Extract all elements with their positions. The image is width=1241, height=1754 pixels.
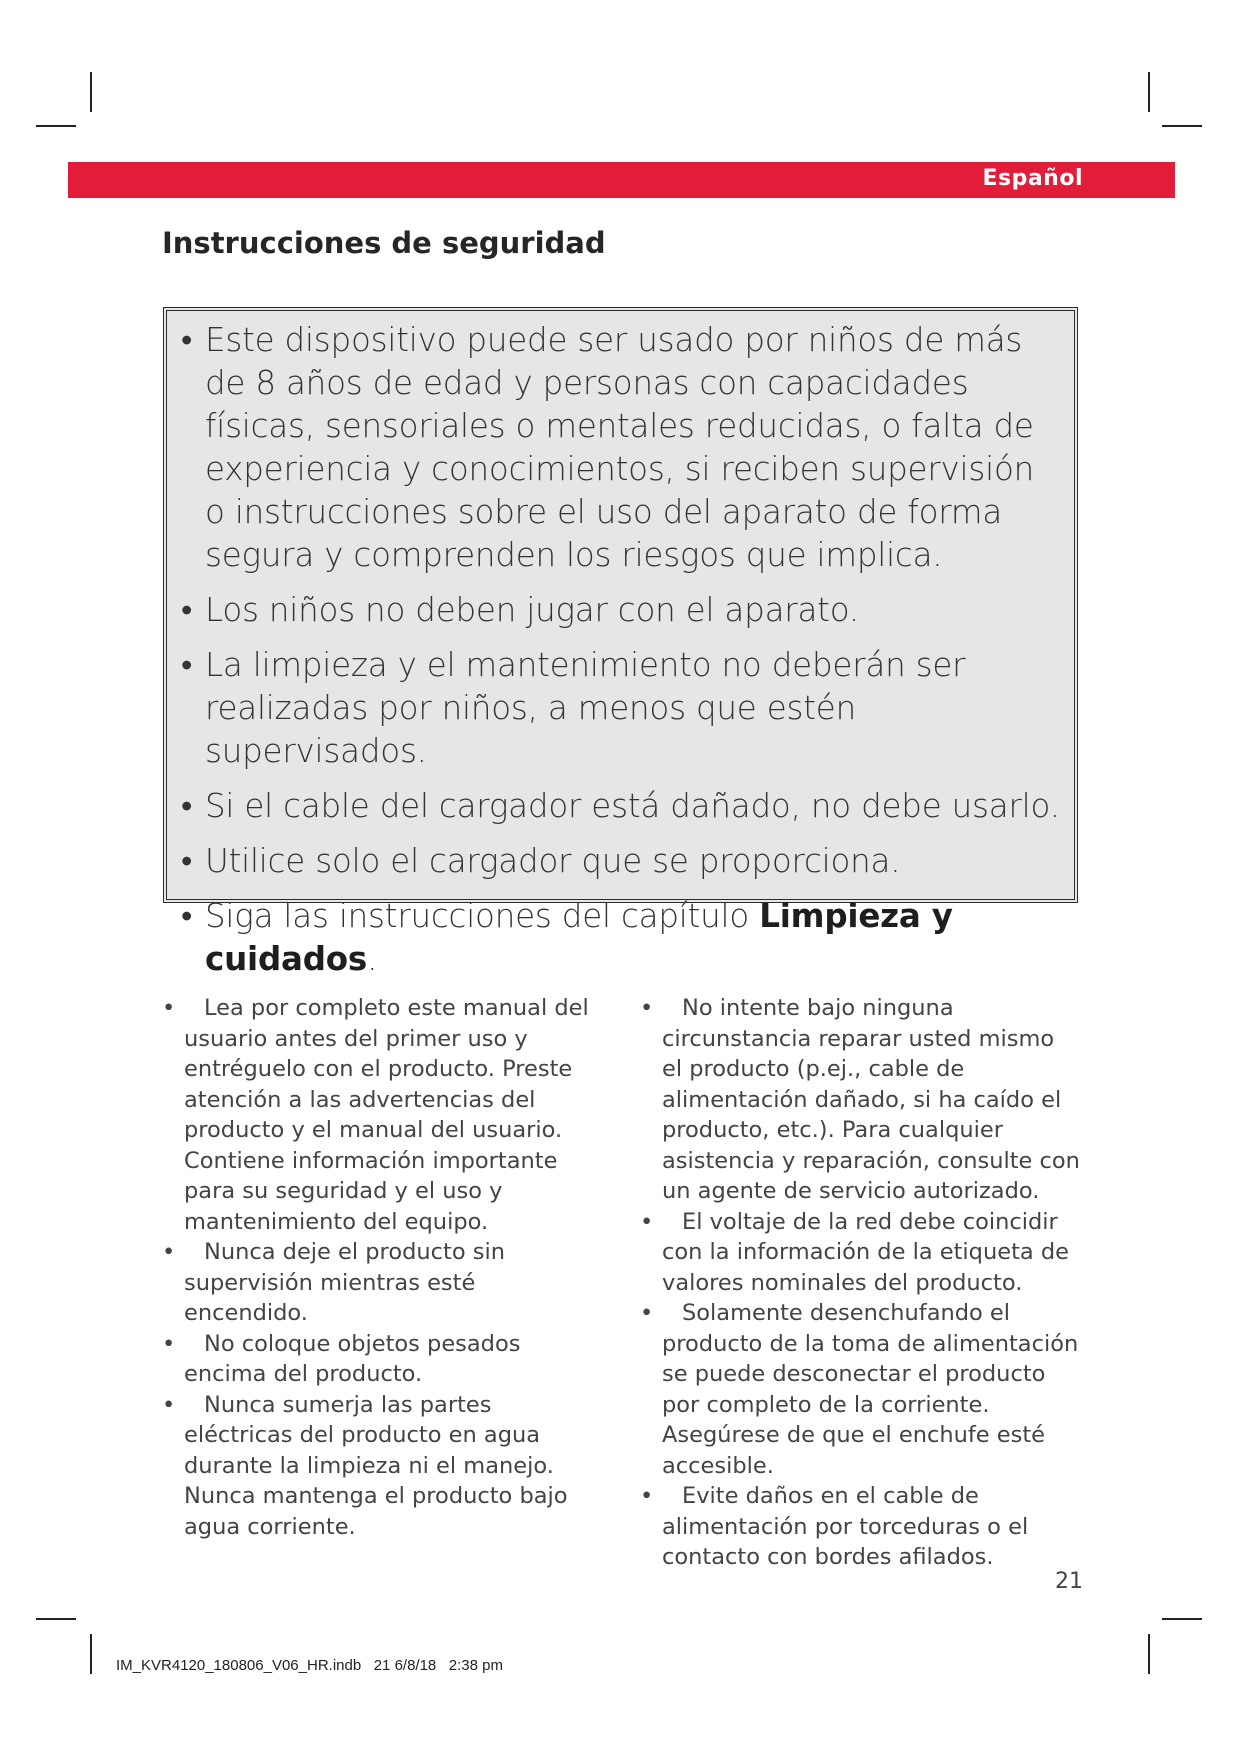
warning-list	[167, 311, 1074, 981]
bullet-icon: •	[181, 646, 193, 684]
warning-item: • Utilice solo el cargador que se proporciona.	[181, 840, 1060, 883]
bullet-icon: •	[162, 995, 176, 1021]
crop-mark	[90, 1634, 92, 1674]
page-number: 21	[1055, 1569, 1083, 1594]
warning-item: • Si el cable del cargador está dañado, no debe usarlo.	[181, 785, 1060, 828]
bullet-icon: •	[640, 1483, 654, 1509]
bullet-icon: •	[181, 897, 193, 935]
bullet-icon: •	[640, 1300, 654, 1326]
bullet-icon: •	[162, 1239, 176, 1265]
warning-box	[163, 307, 1078, 978]
chapter-reference: Limpieza y cuidados	[205, 897, 953, 978]
crop-mark	[36, 125, 76, 127]
warning-item: • Este dispositivo puede ser usado por niños de más de 8 años de edad y personas con capacidades físicas, sensoriales o mentales reducidas, o falta de experiencia y conocimientos, si reciben supervisión o instrucciones sobre el uso del aparato de forma segura y comprenden los riesgos que implica.	[181, 321, 1035, 574]
print-footer: IM_KVR4120_180806_V06_HR.indb 21 6/8/18 2:38 pm	[116, 1657, 503, 1674]
crop-mark	[1148, 72, 1150, 112]
crop-mark	[1162, 125, 1202, 127]
language-label: Español	[982, 166, 1083, 191]
list-item: • Lea por completo este manual del usuario antes del primer uso y entréguelo con el producto. Preste atención a las advertencias del producto y el manual del usuario. Contiene información importante para su seguridad y el uso y mantenimiento del equipo.	[162, 995, 589, 1235]
list-item: • No coloque objetos pesados encima del producto.	[162, 1330, 521, 1387]
crop-mark	[1148, 1634, 1150, 1674]
bullet-icon: •	[181, 321, 193, 359]
bullet-icon: •	[640, 1208, 654, 1235]
bullet-icon: •	[162, 1391, 176, 1418]
right-column	[640, 993, 1080, 1573]
warning-item: • Siga las instrucciones del capítulo Limpieza y cuidados.	[181, 897, 953, 978]
page-title: Instrucciones de seguridad	[162, 226, 606, 260]
crop-mark	[1162, 1618, 1202, 1620]
bullet-icon: •	[640, 995, 654, 1021]
warning-item: • Los niños no deben jugar con el aparato.	[181, 589, 1060, 632]
warning-item: • La limpieza y el mantenimiento no deberán ser realizadas por niños, a menos que estén supervisados.	[181, 646, 966, 770]
list-item: • No intente bajo ninguna circunstancia reparar usted mismo el producto (p.ej., cable de alimentación dañado, si ha caído el producto, etc.). Para cualquier asistencia y reparación, consulte con un agente de servicio autorizado.	[640, 995, 1080, 1204]
bullet-icon: •	[181, 842, 193, 880]
list-item: • Solamente desenchufando el producto de la toma de alimentación se puede desconectar el producto por completo de la corriente. Asegúrese de que el enchufe esté accesible.	[640, 1300, 1079, 1479]
language-bar	[68, 162, 1175, 198]
list-item: • Nunca deje el producto sin supervisión mientras esté encendido.	[162, 1239, 505, 1326]
bullet-icon: •	[181, 591, 193, 629]
crop-mark	[36, 1618, 76, 1620]
bullet-icon: •	[181, 787, 193, 825]
bullet-icon: •	[162, 1330, 176, 1357]
crop-mark	[90, 72, 92, 112]
left-column	[162, 993, 602, 1542]
list-item: • Evite daños en el cable de alimentación por torceduras o el contacto con bordes afilados.	[640, 1483, 1029, 1570]
list-item: • El voltaje de la red debe coincidir con la información de la etiqueta de valores nominales del producto.	[640, 1208, 1069, 1296]
list-item: • Nunca sumerja las partes eléctricas del producto en agua durante la limpieza ni el manejo. Nunca mantenga el producto bajo agua corriente.	[162, 1391, 568, 1540]
